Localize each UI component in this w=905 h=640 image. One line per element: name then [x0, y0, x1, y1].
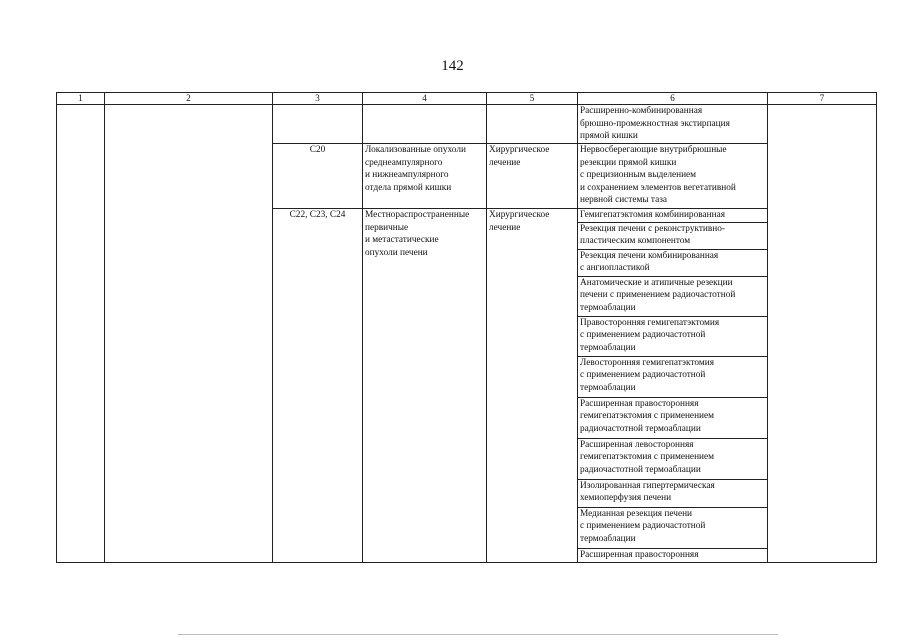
method-cell: Резекция печени комбинированная с ангиопластикой	[578, 249, 768, 276]
col1-cell	[57, 105, 105, 563]
method-cell: Гемигепатэктомия комбинированная	[578, 209, 768, 223]
diagnosis-cell	[363, 105, 487, 144]
treatment-cell	[487, 105, 578, 144]
page-number: 142	[441, 58, 464, 74]
col2-cell	[105, 105, 273, 563]
col-header-7: 7	[768, 93, 877, 105]
method-cell: Анатомические и атипичные резекции печени с применением радиочастотной термоаблации	[578, 276, 768, 316]
col-header-5: 5	[487, 93, 578, 105]
spacer-cell	[578, 562, 768, 563]
table-row	[57, 105, 877, 144]
code-cell: C22, C23, C24	[273, 209, 363, 563]
method-cell: Правосторонняя гемигепатэктомия с применением радиочастотной термоаблации	[578, 316, 768, 356]
method-cell: Расширенная правосторонняя гемигепатэктомия с применением радиочастотной термоаблации	[578, 397, 768, 438]
col7-cell	[768, 105, 877, 563]
col-header-3: 3	[273, 93, 363, 105]
method-cell: Резекция печени с реконструктивно- пластическим компонентом	[578, 222, 768, 249]
col-header-1: 1	[57, 93, 105, 105]
method-cell: Медианная резекция печени с применением радиочастотной термоаблации	[578, 507, 768, 548]
treatment-cell: Хирургическое лечение	[487, 209, 578, 563]
header-row	[57, 93, 877, 105]
diagnosis-cell: Локализованные опухоли среднеампулярного и нижнеампулярного отдела прямой кишки	[363, 144, 487, 209]
treatment-cell: Хирургическое лечение	[487, 144, 578, 209]
code-cell: C20	[273, 144, 363, 209]
col-header-2: 2	[105, 93, 273, 105]
diagnosis-cell: Местнораспространенные первичные и метастатические опухоли печени	[363, 209, 487, 563]
method-cell: Расширенная правосторонняя	[578, 548, 768, 562]
scan-edge-line	[178, 634, 778, 635]
col-header-6: 6	[578, 93, 768, 105]
code-cell	[273, 105, 363, 144]
method-cell: Нервосберегающие внутрибрюшные резекции прямой кишки с прецизионным выделением и сохранением элементов вегетативной нервной системы таза	[578, 144, 768, 209]
method-cell: Расширенная левосторонняя гемигепатэктомия с применением радиочастотной термоаблации	[578, 438, 768, 479]
method-cell: Изолированная гипертермическая хемиоперфузия печени	[578, 479, 768, 507]
col-header-4: 4	[363, 93, 487, 105]
method-cell: Расширенно-комбинированная брюшно-промежностная экстирпация прямой кишки	[578, 105, 768, 144]
services-table	[56, 92, 877, 563]
method-cell: Левосторонняя гемигепатэктомия с применением радиочастотной термоаблации	[578, 356, 768, 397]
